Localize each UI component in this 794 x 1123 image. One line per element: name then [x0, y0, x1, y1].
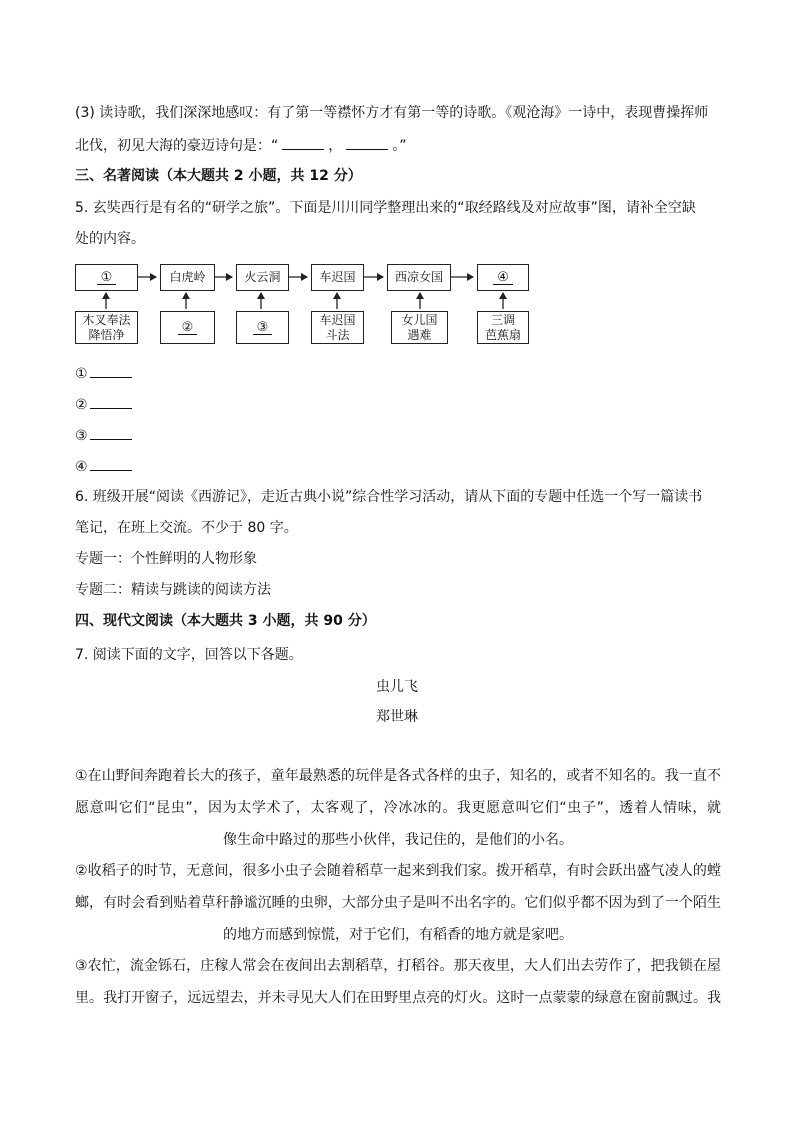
paragraph-1-line: ①在山野间奔跑着长大的孩子，童年最熟悉的玩伴是各式各样的虫子，知名的，或者不知名的。我一直不 — [75, 768, 721, 784]
story-box-2-label: ② — [178, 321, 198, 335]
story-box-3-label: ③ — [253, 321, 273, 335]
story-box-6-line-2: 芭蕉扇 — [484, 327, 521, 342]
story-box-6-line-1: 三调 — [490, 312, 515, 327]
route-box-3-label: 火云洞 — [244, 270, 281, 284]
q6-line-2: 笔记，在班上交流。不少于 80 字。 — [75, 520, 298, 536]
answer-blank-1[interactable] — [282, 135, 324, 150]
answer-row-3 — [75, 425, 132, 446]
article-paragraph-1 — [75, 760, 721, 856]
paragraph-2-line: ②收稻子的时节，无意间，很多小虫子会随着稻草一起来到我们家。拨开稻草，有时会跃出盛气凌人的螳 — [75, 863, 721, 879]
story-box-1 — [75, 311, 138, 344]
q3-line-2 — [75, 135, 407, 156]
story-box-3 — [236, 311, 289, 344]
q5-line-1: 5. 玄奘西行是有名的“研学之旅”。下面是川川同学整理出来的“取经路线及对应故事”图，请补全空缺 — [75, 200, 696, 216]
paragraph-1-line: 愿意叫它们“昆虫”，因为太学术了，太客观了，冷冰冰的。我更愿意叫它们“虫子”，透着人情味，就 — [75, 800, 721, 816]
q6-topic-1: 专题一：个性鲜明的人物形象 — [75, 551, 257, 567]
article-author: 郑世琳 — [376, 709, 418, 725]
route-box-2-label: 白虎岭 — [169, 270, 206, 284]
article-title: 虫儿飞 — [376, 679, 418, 695]
answer-label-2: ② — [75, 397, 88, 413]
story-box-5 — [391, 311, 448, 344]
paragraph-3-line: 里。我打开窗子，远远望去，并未寻见大人们在田野里点亮的灯火。这时一点蒙蒙的绿意在窗前飘过。我 — [75, 990, 721, 1006]
answer-label-4: ④ — [75, 459, 88, 475]
q5-line-2: 处的内容。 — [75, 231, 145, 247]
answer-row-4 — [75, 456, 132, 477]
answer-field-1[interactable] — [90, 363, 132, 378]
answer-blank-2[interactable] — [346, 135, 388, 150]
route-box-4-label: 车迟国 — [319, 270, 356, 284]
q6-topic-2: 专题二：精读与跳读的阅读方法 — [75, 582, 271, 598]
story-box-4-line-2: 斗法 — [325, 327, 350, 342]
answer-label-3: ③ — [75, 428, 88, 444]
paragraph-3-line: ③农忙，流金铄石，庄稼人常会在夜间出去割稻草，打稻谷。那天夜里，大人们出去劳作了，把我锁在屋 — [75, 958, 721, 974]
paragraph-1-line: 像生命中路过的那些小伙伴，我记住的，是他们的小名。 — [223, 832, 573, 848]
section-4-heading: 四、现代文阅读（本大题共 3 小题，共 90 分） — [75, 613, 376, 629]
article-paragraph-3 — [75, 950, 721, 1014]
q6-line-1: 6. 班级开展“阅读《西游记》，走近古典小说”综合性学习活动，请从下面的专题中任选一个写一篇读书 — [75, 489, 703, 505]
story-box-6 — [477, 311, 529, 344]
q7-line-1: 7. 阅读下面的文字，回答以下各题。 — [75, 647, 303, 663]
story-box-4 — [311, 311, 364, 344]
paragraph-2-line: 的地方而感到惊慌，对于它们，有稻香的地方就是家吧。 — [223, 927, 573, 943]
route-box-5-label: 西凉女国 — [394, 270, 443, 284]
answer-field-3[interactable] — [90, 425, 132, 440]
answer-row-2 — [75, 394, 132, 415]
route-box-6 — [477, 264, 529, 291]
story-box-5-line-2: 遇难 — [407, 327, 432, 342]
q3-line-1: (3) 读诗歌，我们深深地感叹：有了第一等襟怀方才有第一等的诗歌。《观沧海》一诗中，表现曹操挥师 — [75, 105, 709, 121]
route-box-1-label: ① — [97, 271, 117, 285]
answer-field-2[interactable] — [90, 394, 132, 409]
q3-line-2-mid: ， — [328, 138, 343, 154]
answer-field-4[interactable] — [90, 456, 132, 471]
answer-row-1 — [75, 363, 132, 384]
route-box-4 — [311, 264, 364, 291]
route-box-6-label: ④ — [493, 271, 513, 285]
answer-label-1: ① — [75, 366, 88, 382]
section-3-heading: 三、名著阅读（本大题共 2 小题，共 12 分） — [75, 168, 362, 184]
story-box-1-line-1: 木叉奉法 — [82, 312, 131, 327]
route-box-2 — [160, 264, 215, 291]
story-box-5-line-1: 女儿国 — [401, 312, 438, 327]
story-box-1-line-2: 降悟净 — [88, 327, 125, 342]
story-box-4-line-1: 车迟国 — [319, 312, 356, 327]
article-paragraph-2 — [75, 855, 721, 951]
route-box-1 — [75, 264, 138, 291]
route-box-3 — [236, 264, 289, 291]
story-box-2 — [160, 311, 215, 344]
q3-line-2-prefix: 北伐，初见大海的豪迈诗句是：“ — [75, 138, 279, 154]
paragraph-2-line: 螂，有时会看到贴着草秆静谧沉睡的虫卵，大部分虫子是叫不出名字的。它们似乎都不因为到了一个陌生 — [75, 895, 721, 911]
route-box-5 — [387, 264, 451, 291]
q3-line-2-suffix: 。” — [392, 138, 407, 154]
